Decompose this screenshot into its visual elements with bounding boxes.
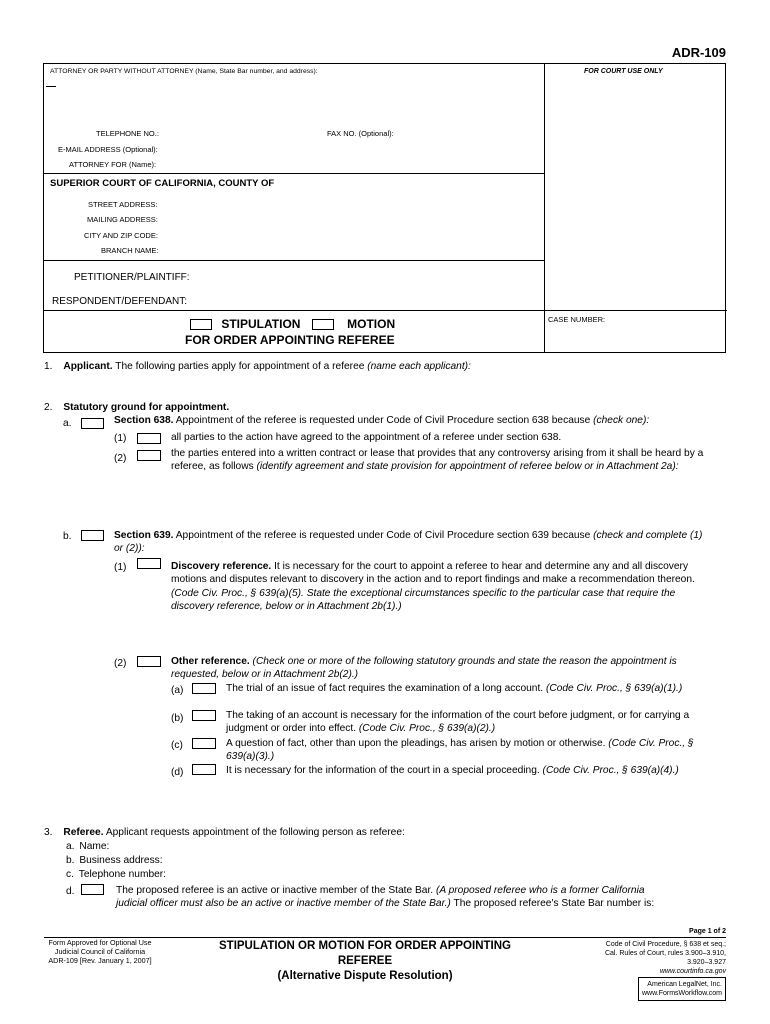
- item-2b1-num: (1): [114, 562, 127, 573]
- footer-title: [195, 939, 535, 984]
- item-text: The proposed referee is an active or inactive member of the State Bar.: [116, 885, 436, 896]
- sub-d-checkbox[interactable]: [192, 764, 216, 775]
- item-2: [44, 401, 229, 414]
- petitioner-label: PETITIONER/PLAINTIFF:: [74, 272, 190, 283]
- other-reference-checkbox[interactable]: [137, 656, 161, 667]
- sub-a-text: [226, 682, 696, 695]
- sub-c-text: [226, 737, 711, 764]
- caption-box: [43, 63, 726, 353]
- discovery-checkbox[interactable]: [137, 558, 161, 569]
- approval-info: [44, 938, 156, 965]
- item-instruction: (check and complete (1) or (2)):: [114, 530, 703, 555]
- mailing-label: MAILING ADDRESS:: [87, 215, 158, 224]
- item-heading: Applicant.: [63, 361, 113, 372]
- item-citation: (Code Civ. Proc., § 639(a)(3).): [226, 738, 694, 763]
- city-label: CITY AND ZIP CODE:: [84, 231, 158, 240]
- item-text: The taking of an account is necessary for the information of the court before judgment, or for carrying a judgment or order into effect.: [226, 710, 690, 735]
- email-label: E-MAIL ADDRESS (Optional):: [58, 145, 158, 154]
- sub-c-checkbox[interactable]: [192, 738, 216, 749]
- item-heading: Referee.: [63, 827, 104, 838]
- item-letter: a.: [66, 841, 75, 852]
- item-heading: Section 638.: [114, 415, 174, 426]
- item-2b-letter: b.: [63, 531, 72, 542]
- approval-line: ADR-109 [Rev. January 1, 2007]: [48, 956, 152, 965]
- footer-title-line: (Alternative Dispute Resolution): [277, 970, 453, 982]
- telephone-label: TELEPHONE NO.:: [96, 129, 159, 138]
- stipulation-checkbox[interactable]: [190, 319, 212, 330]
- item-text: Appointment of the referee is requested under Code of Civil Procedure section 639 because: [173, 530, 594, 541]
- item-2a1-num: (1): [114, 433, 127, 444]
- telephone-number-label: Telephone number:: [78, 869, 167, 880]
- state-bar-checkbox[interactable]: [81, 884, 104, 895]
- order-title: FOR ORDER APPOINTING REFEREE: [185, 333, 395, 347]
- item-text: A question of fact, other than upon the pleadings, has arisen by motion or otherwise.: [226, 738, 609, 749]
- section-638-checkbox[interactable]: [81, 418, 104, 429]
- branch-label: BRANCH NAME:: [101, 246, 159, 255]
- item-heading: Discovery reference.: [171, 561, 272, 572]
- sub-a-checkbox[interactable]: [192, 683, 216, 694]
- item-2a1-text: all parties to the action have agreed to the appointment of a referee under section 638.: [171, 432, 562, 443]
- divider: [44, 173, 544, 174]
- item-3c: [66, 868, 166, 881]
- item-instruction: (A proposed referee who is a former California judicial officer must also be an active or inactive member of the State Bar.): [116, 885, 645, 910]
- motion-label: MOTION: [347, 317, 396, 331]
- item-instruction: (Code Civ. Proc., § 639(a)(5). State the exceptional circumstances specific to the particular case that require the discovery reference, below or in Attachment 2b(1).): [171, 587, 676, 612]
- approval-line: Judicial Council of California: [54, 947, 146, 956]
- item-1: [44, 360, 471, 373]
- page-number: Page 1 of 2: [689, 928, 726, 935]
- item-instruction: (name each applicant):: [367, 361, 471, 372]
- item-text: The proposed referee's State Bar number is:: [450, 898, 655, 910]
- divider: [44, 310, 727, 311]
- item-3b: [66, 854, 163, 867]
- footer-title-line: REFEREE: [337, 955, 393, 967]
- item-instruction: (Check one or more of the following statutory grounds and state the reason the appointment is requested, below or in Attachment 2b(2).): [171, 656, 677, 681]
- respondent-label: RESPONDENT/DEFENDANT:: [52, 296, 188, 307]
- item-2b2-text: [171, 655, 721, 682]
- motion-checkbox[interactable]: [312, 319, 334, 330]
- item-2a-letter: a.: [63, 418, 72, 429]
- entry-mark: [46, 86, 56, 87]
- footer-title-line: STIPULATION OR MOTION FOR ORDER APPOINTING: [219, 940, 511, 952]
- item-3a: [66, 840, 109, 853]
- sub-b-text: [226, 709, 706, 736]
- item-2a2-num: (2): [114, 453, 127, 464]
- item-3d-letter: d.: [66, 886, 75, 897]
- court-title: SUPERIOR COURT OF CALIFORNIA, COUNTY OF: [50, 178, 275, 189]
- item-number: 1.: [44, 361, 53, 372]
- item-2b1-text: [171, 560, 716, 613]
- item-2b2-num: (2): [114, 658, 127, 669]
- item-heading: Statutory ground for appointment.: [63, 402, 230, 413]
- item-letter: b.: [66, 855, 75, 866]
- approval-line: Form Approved for Optional Use: [48, 938, 152, 947]
- publisher-line: www.FormsWorkflow.com: [642, 990, 722, 997]
- sub-a-num: (a): [171, 685, 184, 696]
- name-label: Name:: [79, 841, 110, 852]
- item-citation: (Code Civ. Proc., § 639(a)(4).): [542, 765, 679, 776]
- item-letter: c.: [66, 869, 74, 880]
- attorney-for-label: ATTORNEY FOR (Name):: [69, 160, 157, 169]
- court-website: www.courtinfo.ca.gov: [659, 968, 726, 975]
- publisher-line: American LegalNet, Inc.: [647, 981, 722, 988]
- court-use-label: FOR COURT USE ONLY: [584, 68, 663, 75]
- publisher-box: [638, 977, 726, 1001]
- sub-b-checkbox[interactable]: [192, 710, 216, 721]
- fax-label: FAX NO. (Optional):: [327, 129, 394, 138]
- sub-d-text: [226, 764, 706, 777]
- street-label: STREET ADDRESS:: [88, 200, 158, 209]
- sub-d-num: (d): [171, 767, 184, 778]
- item-number: 3.: [44, 827, 53, 838]
- stipulation-label: STIPULATION: [221, 317, 301, 331]
- item-heading: Section 639.: [114, 530, 174, 541]
- section-639-checkbox[interactable]: [81, 530, 104, 541]
- sub-b-num: (b): [171, 713, 184, 724]
- item-text: the parties entered into a written contract or lease that provides that any controversy arising from it shall be heard by a referee, as follows: [171, 448, 704, 473]
- item-2b-text: [114, 529, 714, 556]
- item-text: Appointment of the referee is requested under Code of Civil Procedure section 638 because: [173, 415, 594, 426]
- item-text: It is necessary for the information of the court in a special proceeding.: [226, 765, 543, 776]
- divider: [44, 260, 544, 261]
- case-number-label: CASE NUMBER:: [548, 315, 606, 324]
- item-2a2-text: [171, 447, 716, 474]
- item-instruction: (check one):: [593, 415, 650, 426]
- item-citation: (Code Civ. Proc., § 639(a)(1).): [545, 683, 683, 694]
- item-2a-text: [114, 414, 714, 427]
- item-instruction: (identify agreement and state provision for appointment of referee below or in Attachment 2a):: [256, 461, 679, 473]
- agreed-checkbox[interactable]: [137, 433, 161, 444]
- attorney-label: ATTORNEY OR PARTY WITHOUT ATTORNEY (Name, State Bar number, and address):: [50, 68, 318, 75]
- column-divider: [544, 64, 545, 352]
- item-heading: Other reference.: [171, 656, 250, 667]
- item-number: 2.: [44, 402, 53, 413]
- item-text: Applicant requests appointment of the following person as referee:: [103, 827, 405, 838]
- title-checkboxes: [190, 317, 395, 331]
- business-address-label: Business address:: [79, 855, 163, 866]
- item-text: It is necessary for the court to appoint a referee to hear and determine any and all discovery motions and disputes relevant to discovery in the action and to report findings and make a recommendation thereon.: [171, 561, 695, 586]
- item-text: The trial of an issue of fact requires the examination of a long account.: [226, 683, 546, 694]
- citation-line: Cal. Rules of Court, rules 3.900–3.910,: [604, 950, 726, 957]
- item-3: [44, 826, 405, 839]
- sub-c-num: (c): [171, 740, 183, 751]
- contract-checkbox[interactable]: [137, 450, 161, 461]
- item-citation: (Code Civ. Proc., § 639(a)(2).): [358, 723, 496, 735]
- form-id: ADR-109: [671, 45, 726, 60]
- item-text: The following parties apply for appointment of a referee: [112, 361, 368, 372]
- citation-line: 3.920–3.927: [687, 959, 726, 966]
- code-citations: [605, 940, 726, 976]
- citation-line: Code of Civil Procedure, § 638 et seq.;: [605, 941, 726, 948]
- item-3d-text: [116, 884, 676, 911]
